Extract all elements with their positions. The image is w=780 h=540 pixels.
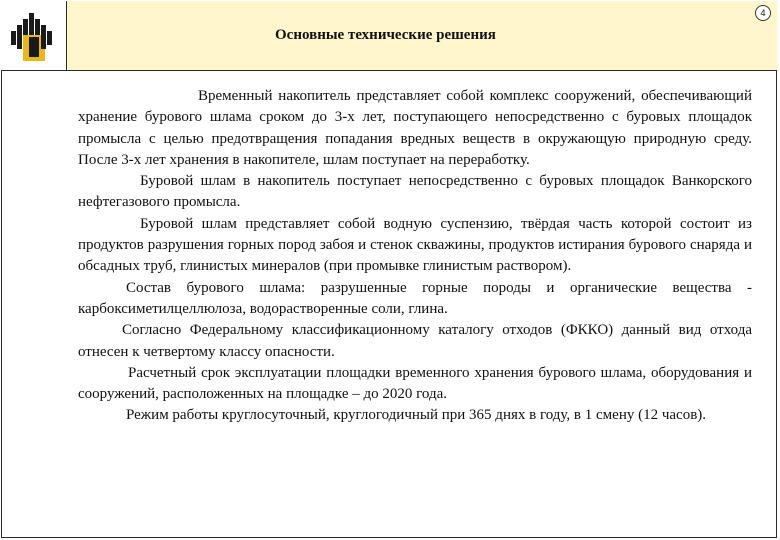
rosneft-logo-icon [9,11,59,63]
title-band [67,1,777,71]
logo-container [1,1,67,71]
paragraph-sludge-source: Буровой шлам в накопитель поступает непосредственно с буровых площадок Ванкорского нефтегазового промысла. [78,173,752,211]
paragraph-sludge-composition: Состав бурового шлама: разрушенные горные породы и органические вещества - карбоксиметилцеллюлоза, водорастворенные соли, глина. [78,279,752,317]
paragraph-sludge-definition: Буровой шлам представляет собой водную суспензию, твёрдая часть которой состоит из продуктов разрушения горных пород забоя и стенок скважины, продуктов истирания бурового снаряда и обсадных труб, глинистых минералов (при промывке глинистым раствором). [78,215,752,275]
paragraph-hazard-class: Согласно Федеральному классификационному каталогу отходов (ФККО) данный вид отхода отнесен к четвертому классу опасности. [78,322,752,360]
page-number: 4 [755,5,771,21]
body-text [78,86,752,427]
paragraph-operating-period: Расчетный срок эксплуатации площадки временного хранения бурового шлама, оборудования и сооружений, расположенных на площадке – до 2020 года. [78,364,752,403]
paragraph-storage-description: Временный накопитель представляет собой комплекс сооружений, обеспечивающий хранение бурового шлама сроком до 3-х лет, поступающего непосредственно с буровых площадок промысла с целью предотвращения попадания вредных веществ в окружающую природную среду. После 3-х лет хранения в накопителе, шлам поступает на переработку. [78,88,752,168]
page-title: Основные технические решения [275,27,496,43]
paragraph-work-schedule: Режим работы круглосуточный, круглогодичный при 365 днях в году, в 1 смену (12 часов). [126,407,707,424]
